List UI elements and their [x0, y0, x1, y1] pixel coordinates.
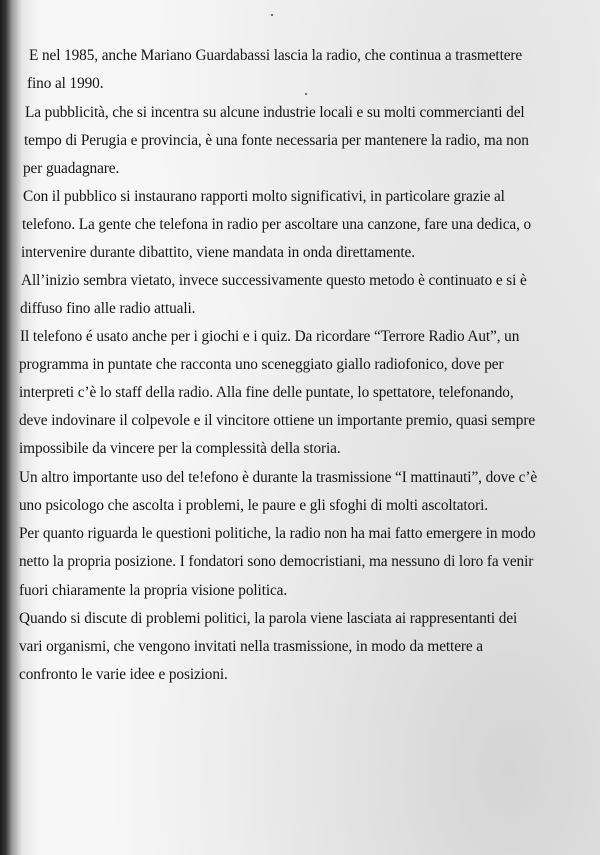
text-line: All’inizio sembra vietato, invece successivamente questo metodo è continuato e si è	[21, 272, 527, 289]
text-line: fino al 1990.	[27, 75, 104, 92]
text-line: Per quanto riguarda le questioni politiche, la radio non ha mai fatto emergere in modo	[19, 525, 536, 542]
text-line: diffuso fino alle radio attuali.	[20, 300, 196, 317]
text-line: Quando si discute di problemi politici, la parola viene lasciata ai rappresentanti dei	[19, 610, 518, 627]
text-line: confronto le varie idee e posizioni.	[19, 666, 228, 683]
text-line: programma in puntate che racconta uno sceneggiato giallo radiofonico, dove per	[19, 356, 504, 373]
speck	[305, 93, 307, 95]
speck	[271, 14, 273, 16]
text-line: impossibile da vincere per la complessità della storia.	[19, 440, 341, 457]
text-line: Il telefono é usato anche per i giochi e i quiz. Da ricordare “Terrore Radio Aut”, un	[20, 328, 520, 345]
text-line: uno psicologo che ascolta i problemi, le paure e gli sfoghi di molti ascoltatori.	[19, 497, 488, 514]
text-line: telefono. La gente che telefona in radio per ascoltare una canzone, fare una dedica, o	[22, 216, 532, 233]
text-line: Con il pubblico si instaurano rapporti molto significativi, in particolare grazie al	[23, 188, 505, 205]
text-line: per guadagnare.	[23, 160, 120, 177]
text-line: netto la propria posizione. I fondatori sono democristiani, ma nessuno di loro fa venir	[19, 553, 534, 570]
text-line: fuori chiaramente la propria visione politica.	[19, 582, 288, 599]
text-line: La pubblicità, che si incentra su alcune industrie locali e su molti commercianti del	[25, 104, 525, 121]
text-line: vari organismi, che vengono invitati nella trasmissione, in modo da mettere a	[19, 638, 483, 655]
text-line: Un altro importante uso del te!efono è durante la trasmissione “I mattinauti”, dove c’è	[19, 469, 538, 486]
text-line: deve indovinare il colpevole e il vincitore ottiene un importante premio, quasi sempre	[19, 412, 536, 429]
text-line: tempo di Perugia e provincia, è una fonte necessaria per mantenere la radio, ma non	[24, 132, 529, 149]
text-line: E nel 1985, anche Mariano Guardabassi lascia la radio, che continua a trasmettere	[29, 47, 523, 64]
text-line: intervenire durante dibattito, viene mandata in onda direttamente.	[21, 244, 415, 261]
text-line: interpreti c’è lo staff della radio. Alla fine delle puntate, lo spettatore, telefonando,	[19, 384, 514, 401]
